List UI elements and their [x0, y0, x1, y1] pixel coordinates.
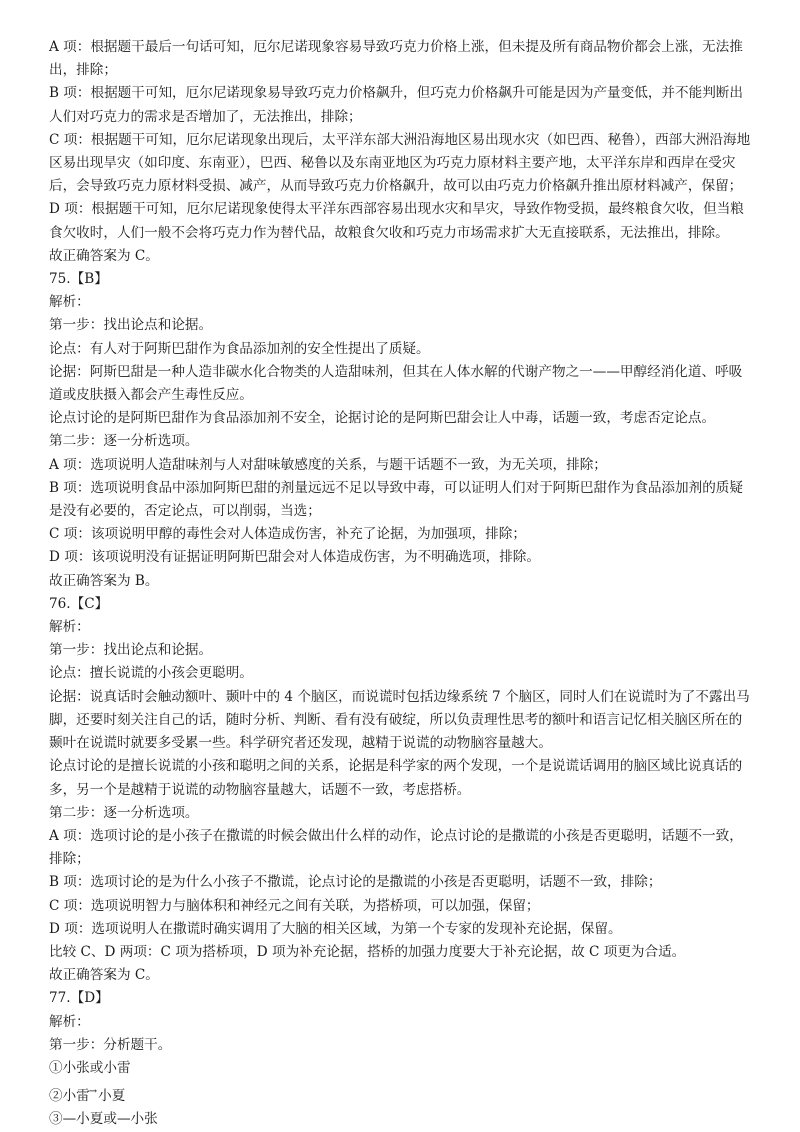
q77-premise-1: ①小张或小雷 [49, 1059, 131, 1076]
implication-arrow-icon: → [88, 1086, 98, 1098]
q74-option-d: D 项：根据题干可知，厄尔尼诺现象使得太平洋东西部容易出现水灾和旱灾，导致作物受损，最终粮食欠收，但当粮食欠收时，人们一般不会将巧克力作为替代品，故粮食欠收和巧克力市场需求扩大无直接联系，无法推出，排除。 [49, 201, 744, 241]
q76-option-b: B 项：选项讨论的是为什么小孩子不撒谎，论点讨论的是撒谎的小孩是否更聪明，话题不一致，排除； [49, 874, 662, 891]
q76-discussion: 论点讨论的是擅长说谎的小孩和聪明之间的关系，论据是科学家的两个发现，一个是说谎话调用的脑区域比说真话的多，另一个是越精于说谎的动物脑容量越大，话题不一致，考虑搭桥。 [49, 758, 743, 798]
q75-option-d: D 项：该项说明没有证据证明阿斯巴甜会对人体造成伤害，为不明确选项，排除。 [49, 549, 540, 566]
q75-option-b: B 项：选项说明食品中添加阿斯巴甜的剂量远远不足以导致中毒，可以证明人们对于阿斯巴甜作为食品添加剂的质疑是没有必要的，否定论点，可以削弱，当选； [49, 479, 743, 520]
q76-heading: 76.【C】 [49, 595, 109, 612]
q74-option-b: B 项：根据题干可知，厄尔尼诺现象易导致巧克力价格飙升，但巧克力价格飙升可能是因为产量变低，并不能判断出人们对巧克力的需求是否增加了，无法推出，排除； [49, 85, 743, 125]
q76-claim: 论点：擅长说谎的小孩会更聪明。 [49, 665, 253, 682]
q76-compare: 比较 C、D 两项：C 项为搭桥项，D 项为补充论据，搭桥的加强力度要大于补充论据，故 C 项更为合适。 [49, 943, 686, 960]
q75-claim: 论点：有人对于阿斯巴甜作为食品添加剂的安全性提出了质疑。 [49, 340, 430, 357]
q75-analysis-label: 解析： [49, 294, 90, 311]
q77-premise-2-right: 小夏 [98, 1088, 126, 1105]
q75-step2: 第二步：逐一分析选项。 [49, 433, 199, 450]
q74-option-c: C 项：根据题干可知，厄尔尼诺现象出现后，太平洋东部大洲沿海地区易出现水灾（如巴西、秘鲁），西部大洲沿海地区易出现旱灾（如印度、东南亚），巴西、秘鲁以及东南亚地区为巧克力原材料主要产地，太平洋东岸和西岸在受灾后，会导致巧克力原材料受损、减产，从而导致巧克力价格飙升，故可以由巧克力价格飙升推出原材料减产，保留； [49, 131, 751, 195]
q74-option-a: A 项：根据题干最后一句话可知，厄尔尼诺现象容易导致巧克力价格上涨，但未提及所有商品物价都会上涨，无法推出，排除； [49, 39, 743, 79]
q76-analysis-label: 解析： [49, 619, 90, 636]
document-page [49, 36, 751, 1132]
q75-step1: 第一步：找出论点和论据。 [49, 317, 213, 334]
q77-analysis-label: 解析： [49, 1013, 90, 1030]
q77-premise-2-left: ②小雷 [49, 1088, 90, 1105]
q77-heading: 77.【D】 [49, 990, 109, 1007]
q76-option-c: C 项：选项说明智力与脑体积和神经元之间有关联，为搭桥项，可以加强，保留； [49, 897, 540, 914]
q76-answer: 故正确答案为 C。 [49, 967, 159, 984]
q76-option-d: D 项：选项说明人在撒谎时确实调用了大脑的相关区域，为第一个专家的发现补充论据，保留。 [49, 920, 622, 937]
q75-option-a: A 项：选项说明人造甜味剂与人对甜味敏感度的关系，与题干话题不一致，为无关项，排除； [49, 456, 607, 473]
q77-step1: 第一步：分析题干。 [49, 1036, 172, 1053]
q75-heading: 75.【B】 [49, 271, 108, 288]
q74-answer: 故正确答案为 C。 [49, 247, 159, 264]
q76-step1: 第一步：找出论点和论据。 [49, 642, 213, 659]
q76-evidence: 论据：说真话时会触动额叶、颞叶中的 4 个脑区，而说谎时包括边缘系统 7 个脑区，同时人们在说谎时为了不露出马脚，还要时刻关注自己的话，随时分析、判断、看有没有破绽，所以负责理性思考的额叶和语言记忆相关脑区所在的颞叶在说谎时就要多受累一些。科学研究者还发现，越精于说谎的动物脑容量越大。 [49, 688, 750, 752]
q76-step2: 第二步：逐一分析选项。 [49, 804, 199, 821]
q75-answer: 故正确答案为 B。 [49, 572, 159, 589]
q76-option-a: A 项：选项讨论的是小孩子在撒谎的时候会做出什么样的动作，论点讨论的是撒谎的小孩是否更聪明，话题不一致，排除； [49, 827, 743, 868]
q75-evidence: 论据：阿斯巴甜是一种人造非碳水化合物类的人造甜味剂，但其在人体水解的代谢产物之一——甲醇经消化道、呼吸道或皮肤摄入都会产生毒性反应。 [49, 363, 743, 404]
q77-premise-3: ③—小夏或—小张 [49, 1111, 158, 1128]
q75-option-c: C 项：该项说明甲醇的毒性会对人体造成伤害，补充了论据，为加强项，排除； [49, 526, 526, 543]
q77-premise-2 [49, 1080, 751, 1108]
q75-discussion: 论点讨论的是阿斯巴甜作为食品添加剂不安全，论据讨论的是阿斯巴甜会让人中毒，话题一致，考虑否定论点。 [49, 410, 716, 427]
